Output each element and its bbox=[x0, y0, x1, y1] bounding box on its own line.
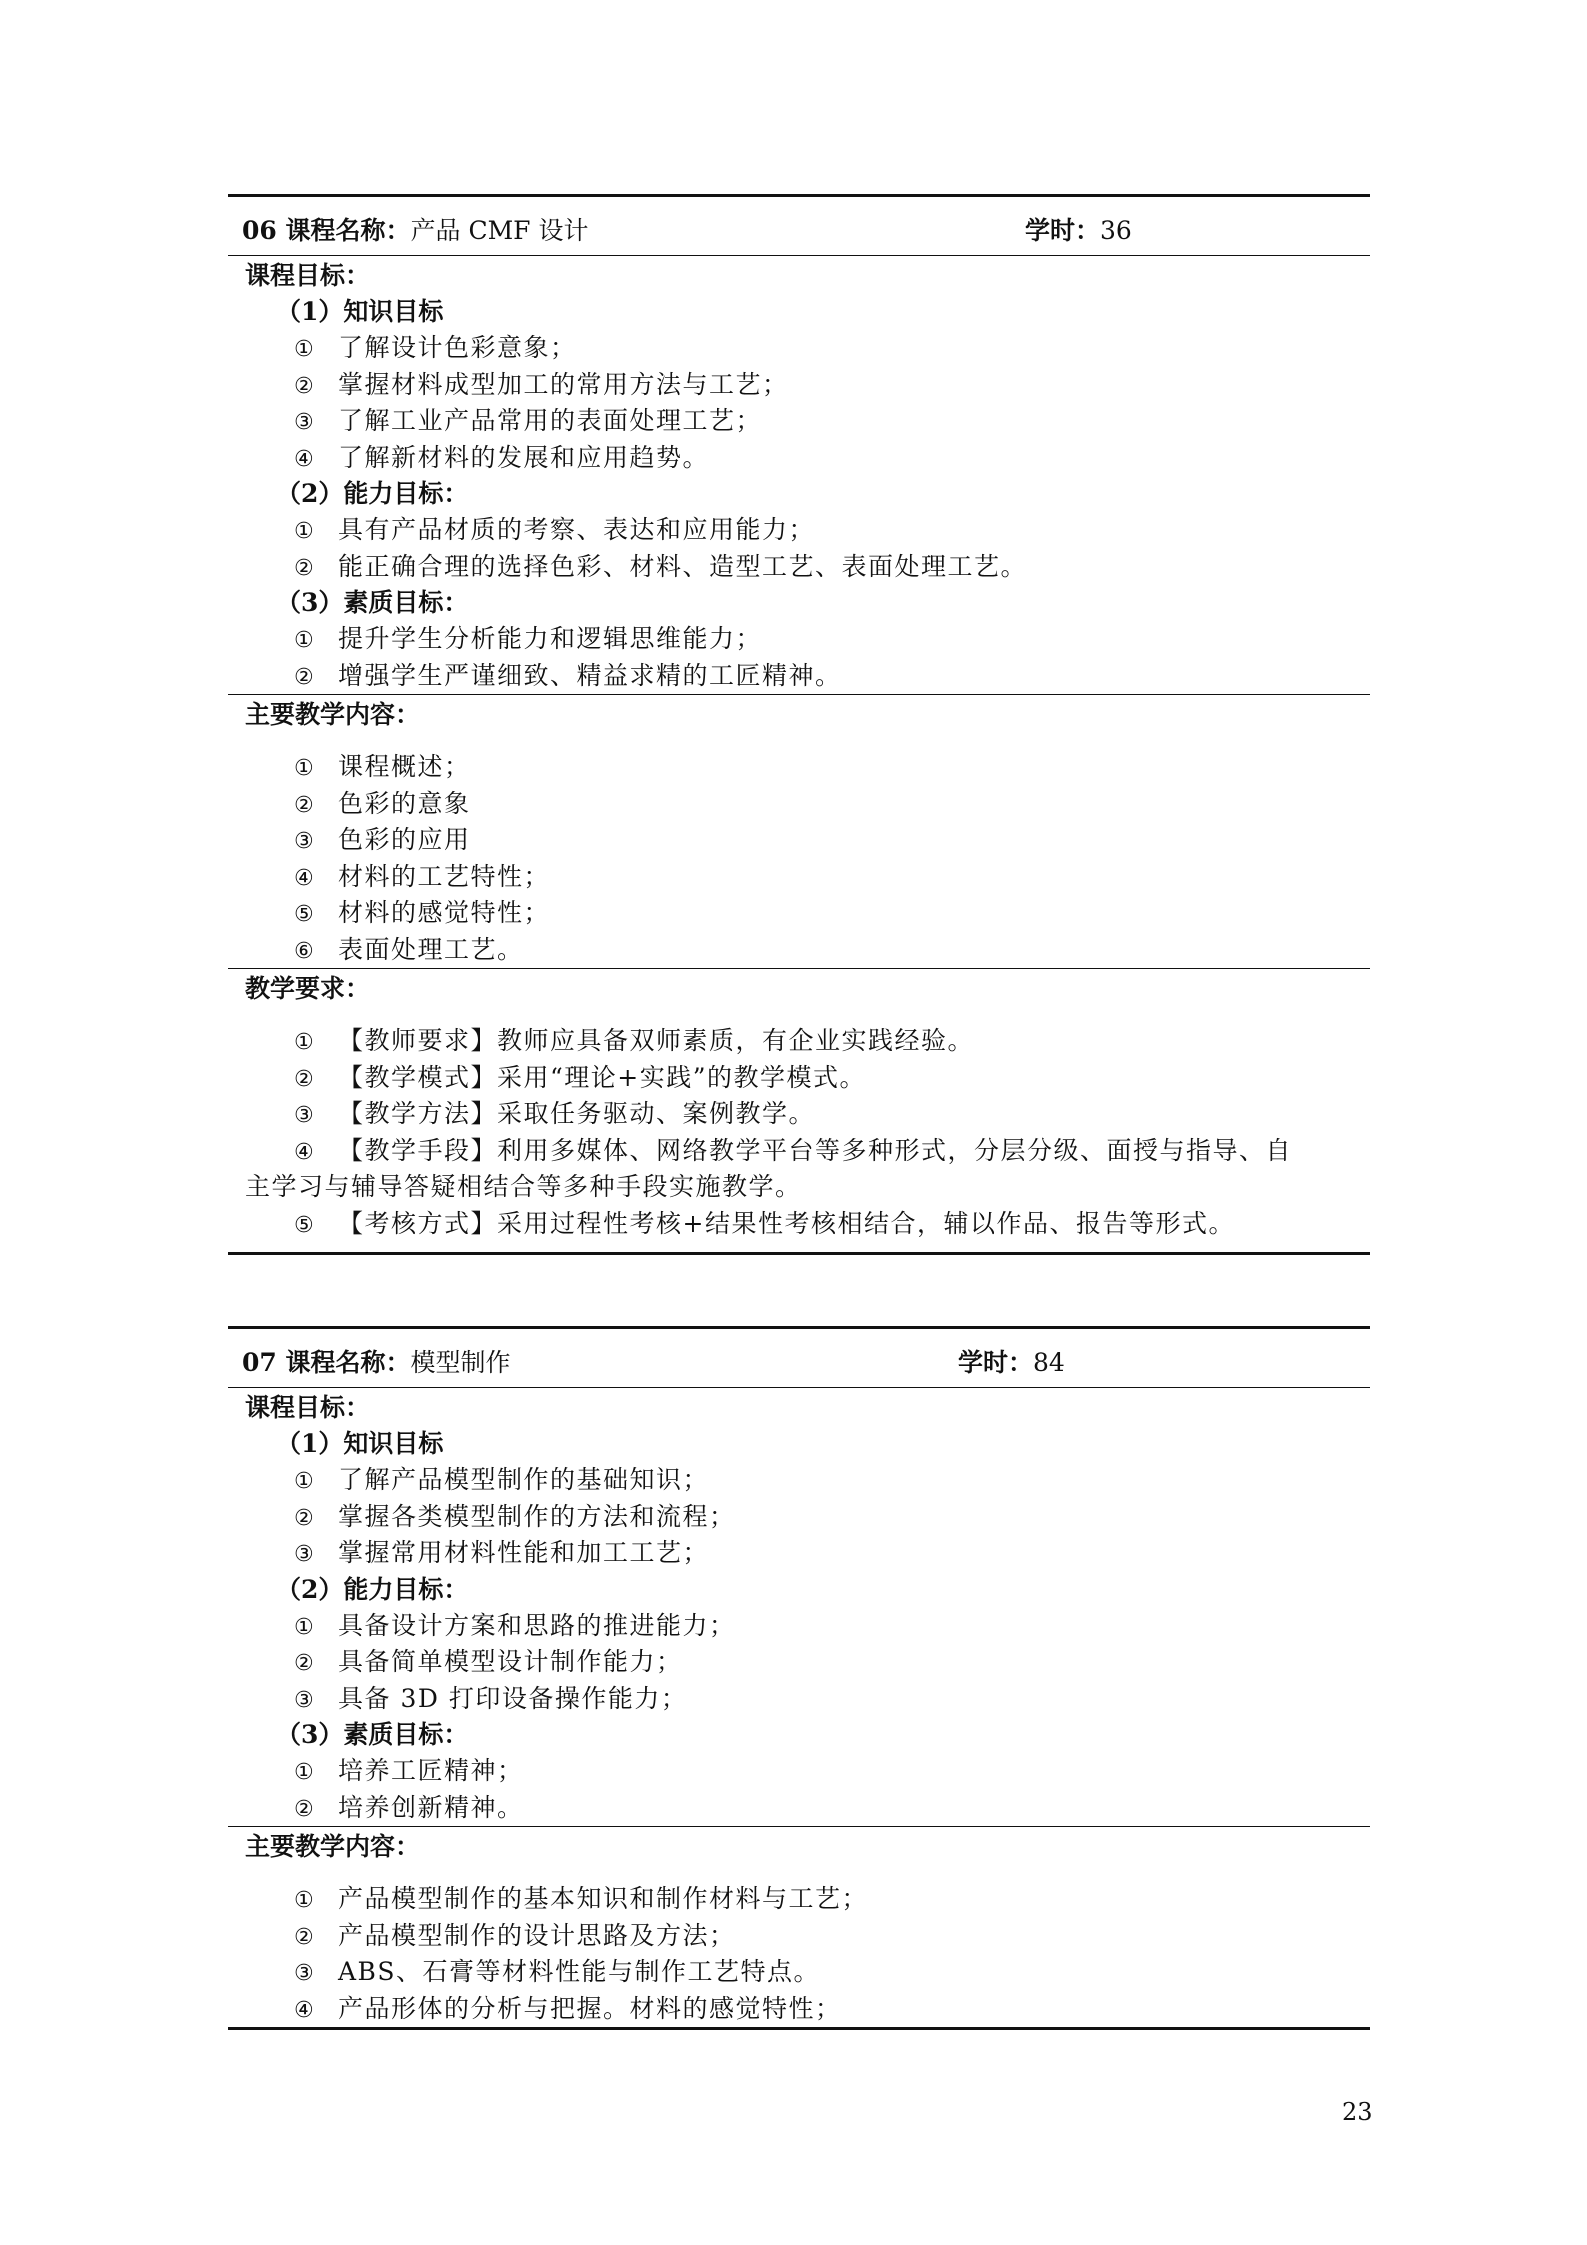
section-title: 主要教学内容： bbox=[245, 1832, 421, 1861]
course-name-value: 模型制作 bbox=[410, 1348, 511, 1377]
sub-title: （2）能力目标： bbox=[276, 1574, 469, 1604]
list-item: ③ 【教学方法】采取任务驱动、案例教学。 bbox=[294, 1099, 816, 1128]
list-item: ① 了解产品模型制作的基础知识； bbox=[294, 1465, 710, 1494]
course-goals-section bbox=[228, 258, 1370, 695]
list-item: ② 掌握材料成型加工的常用方法与工艺； bbox=[294, 369, 789, 399]
list-item: ② 色彩的意象 bbox=[294, 788, 471, 818]
sub-title: （1）知识目标 bbox=[276, 297, 444, 326]
course-07-header bbox=[228, 1326, 1370, 1388]
course-06-header bbox=[228, 194, 1370, 256]
hours-value: 84 bbox=[1033, 1348, 1065, 1377]
list-item: ③ 色彩的应用 bbox=[294, 825, 471, 854]
list-item: ② 增强学生严谨细致、精益求精的工匠精神。 bbox=[294, 660, 842, 690]
list-item: ① 产品模型制作的基本知识和制作材料与工艺； bbox=[294, 1884, 869, 1913]
list-item: ⑤ 【考核方式】采用过程性考核+结果性考核相结合，辅以作品、报告等形式。 bbox=[294, 1208, 1235, 1238]
course-goals-section bbox=[228, 1390, 1370, 1827]
sub-title: （3）素质目标： bbox=[276, 1720, 469, 1749]
list-item: ② 具备简单模型设计制作能力； bbox=[294, 1647, 683, 1676]
list-item: ① 【教师要求】教师应具备双师素质，有企业实践经验。 bbox=[294, 1026, 975, 1055]
course-name-label: 06 课程名称： bbox=[242, 216, 411, 245]
section-title: 教学要求： bbox=[245, 974, 371, 1003]
list-item: ① 提升学生分析能力和逻辑思维能力； bbox=[294, 624, 763, 653]
list-item: ③ 掌握常用材料性能和加工工艺； bbox=[294, 1538, 710, 1567]
list-item: ① 具有产品材质的考察、表达和应用能力； bbox=[294, 515, 816, 544]
teaching-content-section bbox=[228, 697, 1370, 969]
list-item: ③ 了解工业产品常用的表面处理工艺； bbox=[294, 406, 763, 435]
list-item: ④ 了解新材料的发展和应用趋势。 bbox=[294, 442, 710, 472]
sub-title: （2）能力目标： bbox=[276, 479, 469, 508]
list-item: ② 掌握各类模型制作的方法和流程； bbox=[294, 1501, 736, 1531]
course-07-table bbox=[228, 1326, 1370, 2030]
teaching-content-section bbox=[228, 1829, 1370, 2030]
teaching-requirements-section bbox=[228, 971, 1370, 1255]
section-title: 课程目标： bbox=[245, 261, 371, 290]
course-name-value: 产品 CMF 设计 bbox=[410, 216, 589, 245]
list-item: ③ ABS、石膏等材料性能与制作工艺特点。 bbox=[294, 1957, 821, 1986]
sub-title: （1）知识目标 bbox=[276, 1429, 444, 1458]
list-item: ① 具备设计方案和思路的推进能力； bbox=[294, 1610, 736, 1640]
list-item-continued: 主学习与辅导答疑相结合等多种手段实施教学。 bbox=[245, 1172, 802, 1201]
list-item: ② 能正确合理的选择色彩、材料、造型工艺、表面处理工艺。 bbox=[294, 551, 1028, 581]
list-item: ③ 具备 3D 打印设备操作能力； bbox=[294, 1683, 688, 1713]
list-item: ② 【教学模式】采用“理论+实践”的教学模式。 bbox=[294, 1062, 867, 1092]
section-title: 主要教学内容： bbox=[245, 700, 421, 729]
list-item: ④ 【教学手段】利用多媒体、网络教学平台等多种形式，分层分级、面授与指导、自 bbox=[294, 1135, 1293, 1165]
list-item: ① 培养工匠精神； bbox=[294, 1756, 524, 1785]
section-title: 课程目标： bbox=[245, 1393, 371, 1422]
list-item: ① 课程概述； bbox=[294, 752, 471, 781]
sub-title: （3）素质目标： bbox=[276, 588, 469, 617]
hours-value: 36 bbox=[1100, 216, 1132, 245]
list-item: ② 产品模型制作的设计思路及方法； bbox=[294, 1920, 736, 1950]
hours-label: 学时： bbox=[958, 1348, 1034, 1377]
course-06-table bbox=[228, 194, 1370, 1255]
list-item: ① 了解设计色彩意象； bbox=[294, 333, 577, 362]
list-item: ④ 材料的工艺特性； bbox=[294, 861, 551, 891]
list-item: ④ 产品形体的分析与把握。材料的感觉特性； bbox=[294, 1993, 842, 2023]
course-name-label: 07 课程名称： bbox=[242, 1348, 411, 1377]
list-item: ② 培养创新精神。 bbox=[294, 1792, 524, 1822]
hours-label: 学时： bbox=[1025, 216, 1101, 245]
page-number: 23 bbox=[1342, 2098, 1373, 2126]
list-item: ⑤ 材料的感觉特性； bbox=[294, 898, 551, 927]
list-item: ⑥ 表面处理工艺。 bbox=[294, 934, 524, 964]
